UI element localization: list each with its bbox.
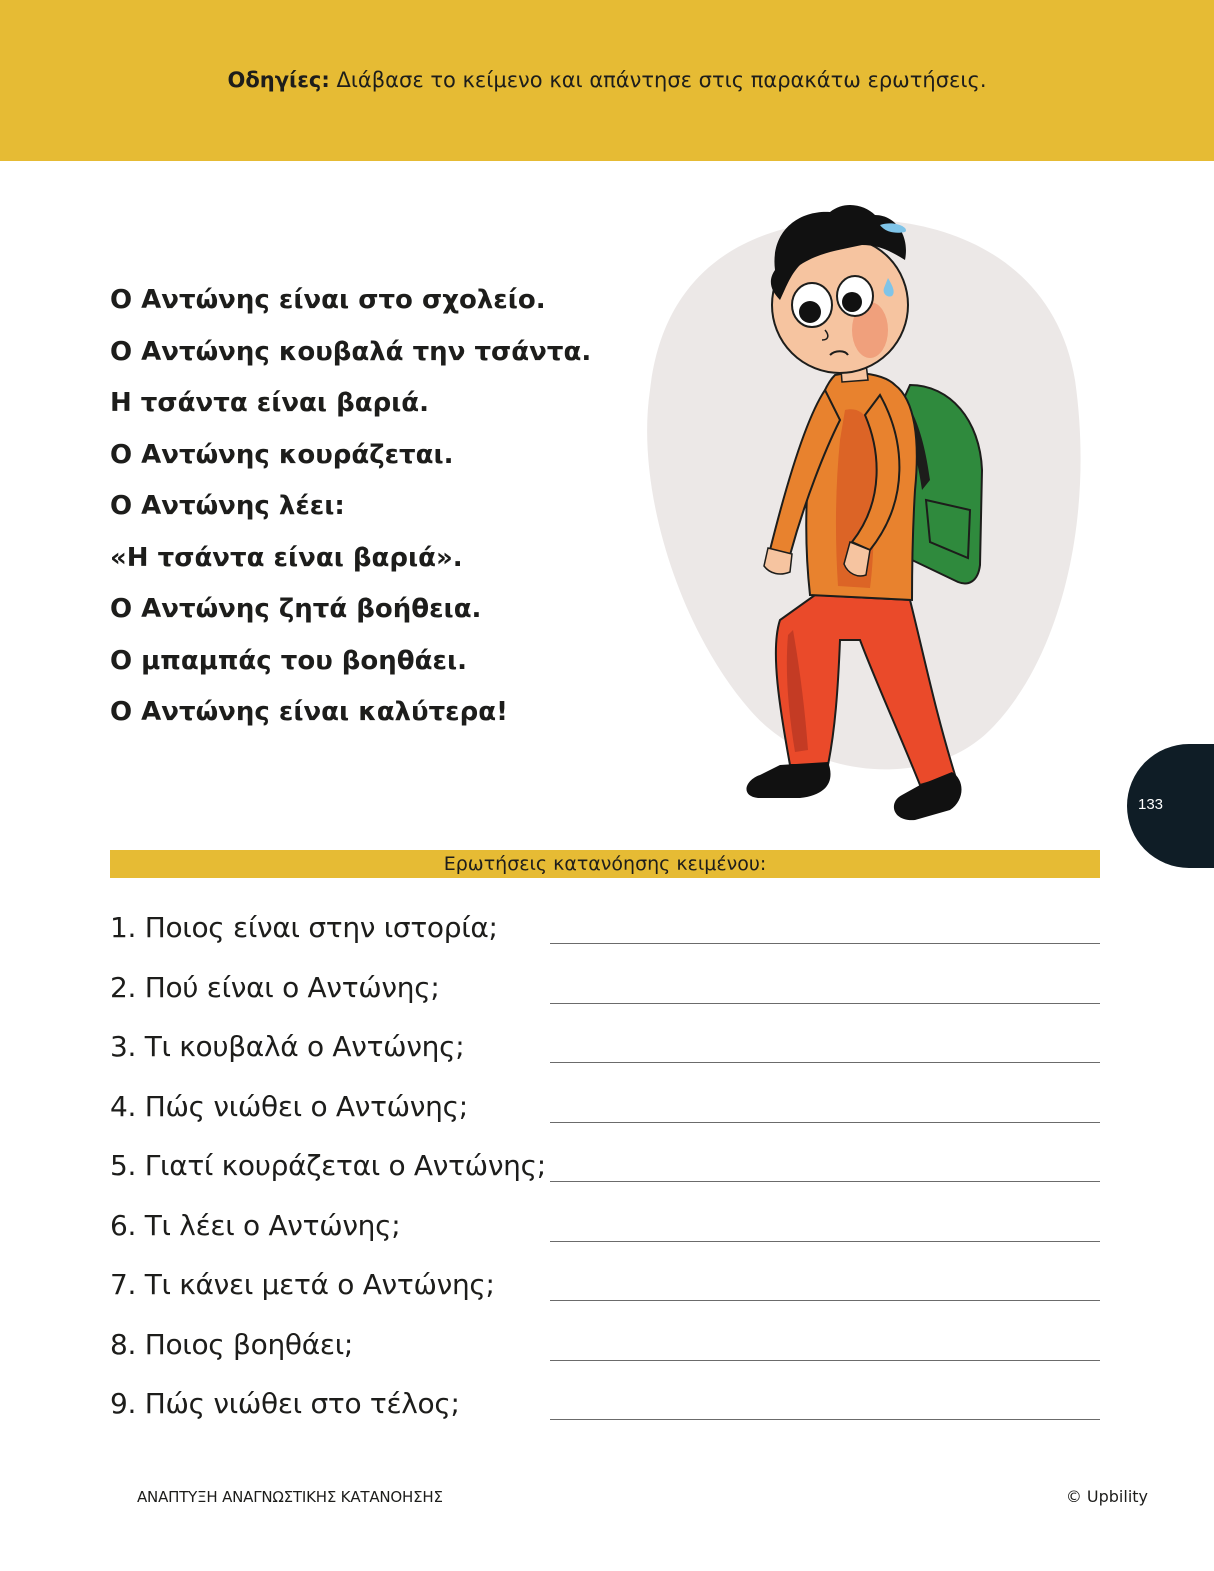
story-line: Ο Αντώνης είναι καλύτερα! <box>110 697 508 727</box>
question-text: 1. Ποιος είναι στην ιστορία; <box>110 911 498 944</box>
story-line: «Η τσάντα είναι βαριά». <box>110 542 463 573</box>
instructions-label: Οδηγίες: <box>227 68 330 92</box>
story-line: Ο μπαμπάς του βοηθάει. <box>110 645 467 676</box>
question-item <box>110 1204 1100 1264</box>
question-item <box>110 1263 1100 1323</box>
story-line: Ο Αντώνης λέει: <box>110 491 345 521</box>
answer-line[interactable] <box>550 1003 1100 1004</box>
question-text: 5. Γιατί κουράζεται ο Αντώνης; <box>110 1149 546 1182</box>
question-text: 6. Τι λέει ο Αντώνης; <box>110 1208 401 1242</box>
story-line: Η τσάντα είναι βαριά. <box>110 388 430 418</box>
answer-line[interactable] <box>550 1419 1100 1420</box>
tired-boy-illustration <box>630 190 1090 830</box>
instructions <box>0 68 1214 92</box>
answer-line[interactable] <box>550 1360 1100 1361</box>
story-line: Ο Αντώνης κουράζεται. <box>110 439 454 470</box>
question-item <box>110 1025 1100 1085</box>
answer-line[interactable] <box>550 943 1100 944</box>
question-text: 9. Πώς νιώθει στο τέλος; <box>110 1387 460 1420</box>
question-text: 3. Τι κουβαλά ο Αντώνης; <box>110 1030 465 1063</box>
question-item <box>110 1144 1100 1204</box>
question-text: 2. Πού είναι ο Αντώνης; <box>110 970 440 1004</box>
story-line: Ο Αντώνης ζητά βοήθεια. <box>110 594 482 624</box>
instructions-text: Διάβασε το κείμενο και απάντησε στις παρακάτω ερωτήσεις. <box>336 68 987 92</box>
question-item <box>110 906 1100 966</box>
story-line: Ο Αντώνης είναι στο σχολείο. <box>110 285 546 315</box>
question-text: 4. Πώς νιώθει ο Αντώνης; <box>110 1089 468 1123</box>
page-number: 133 <box>1138 796 1164 813</box>
answer-line[interactable] <box>550 1181 1100 1182</box>
footer-title: ΑΝΑΠΤΥΞΗ ΑΝΑΓΝΩΣΤΙΚΗΣ ΚΑΤΑΝΟΗΣΗΣ <box>137 1488 443 1506</box>
footer-copyright: © Upbility <box>1065 1487 1148 1506</box>
story-line: Ο Αντώνης κουβαλά την τσάντα. <box>110 336 592 367</box>
questions-list <box>110 906 1100 1442</box>
story-text <box>110 280 591 744</box>
answer-line[interactable] <box>550 1062 1100 1063</box>
answer-line[interactable] <box>550 1241 1100 1242</box>
question-text: 7. Τι κάνει μετά ο Αντώνης; <box>110 1268 495 1301</box>
answer-line[interactable] <box>550 1300 1100 1301</box>
left-shoe <box>746 762 830 798</box>
question-item <box>110 1085 1100 1145</box>
question-item <box>110 1323 1100 1383</box>
question-item <box>110 966 1100 1026</box>
answer-line[interactable] <box>550 1122 1100 1123</box>
question-item <box>110 1382 1100 1442</box>
questions-title: Ερωτήσεις κατανόησης κειμένου: <box>110 850 1100 878</box>
question-text: 8. Ποιος βοηθάει; <box>110 1327 354 1361</box>
